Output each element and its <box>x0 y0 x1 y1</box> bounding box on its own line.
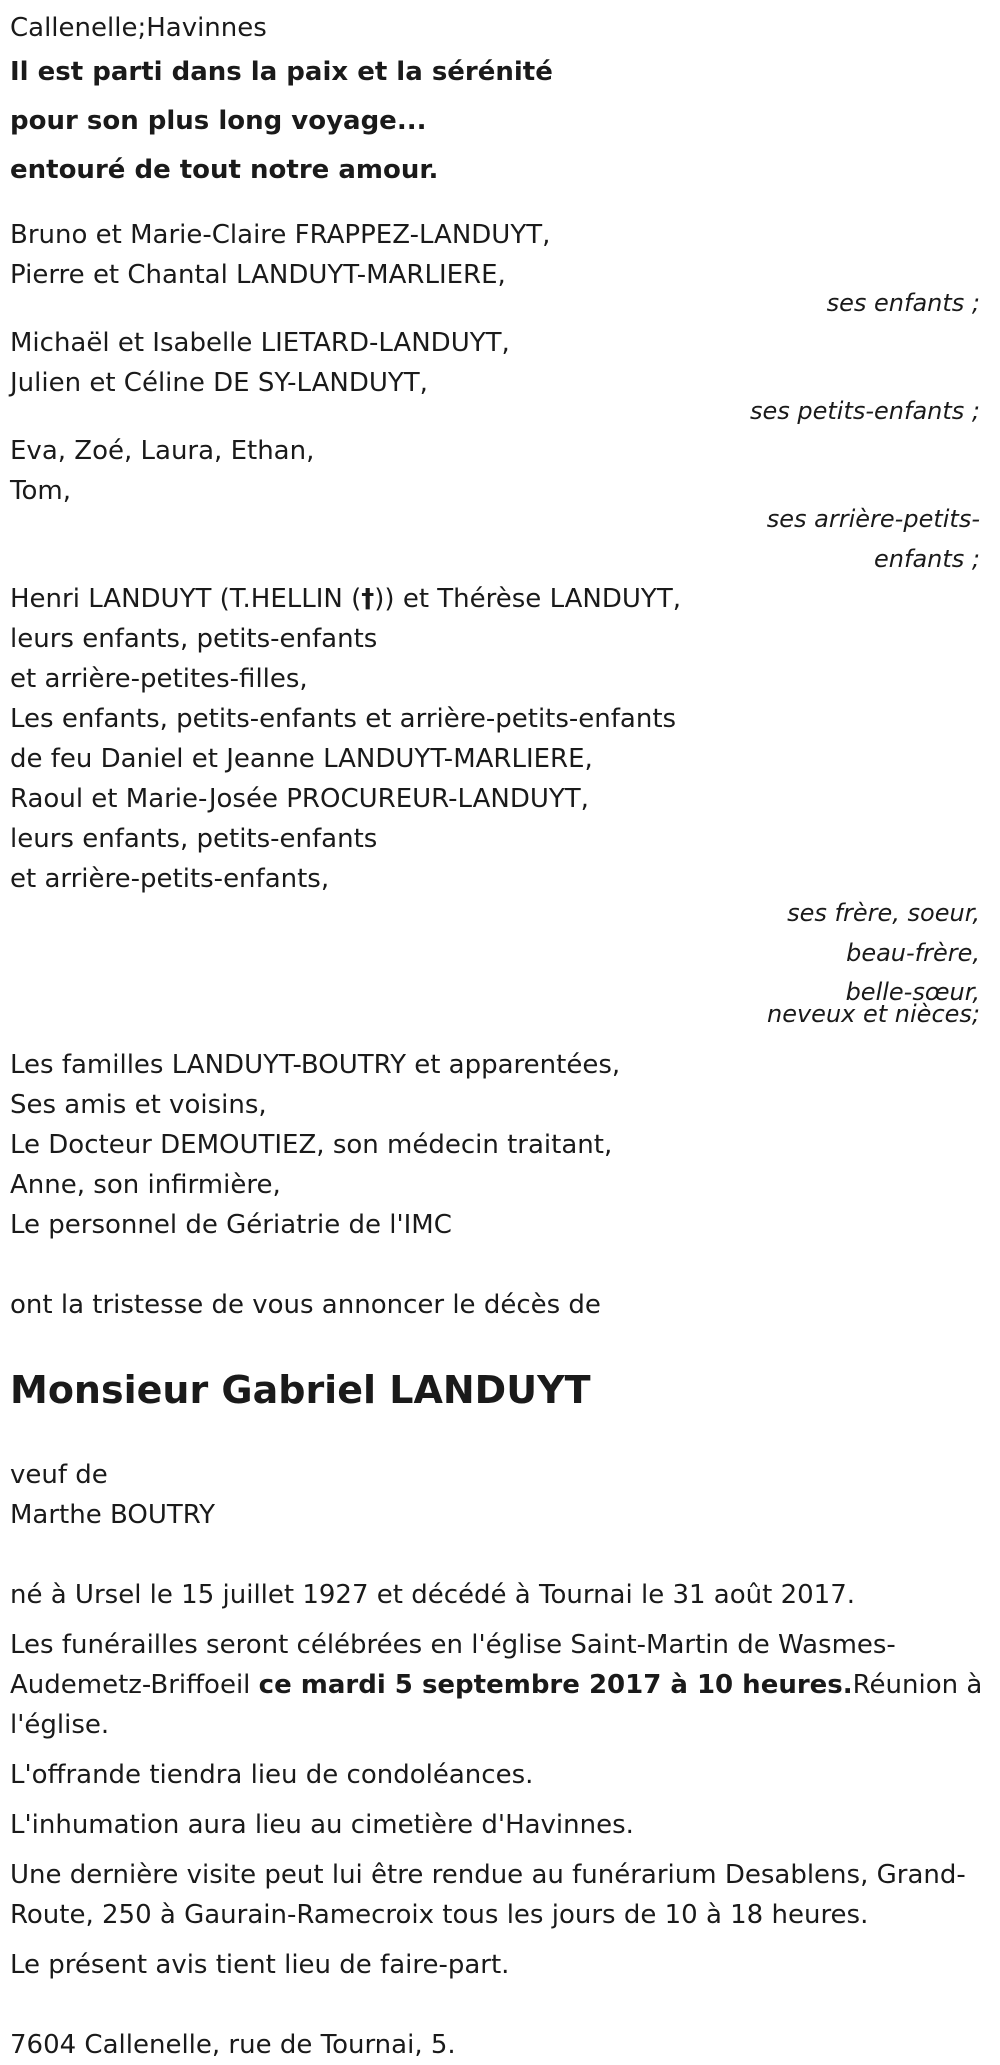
relation-label: ses petits-enfants ; <box>749 397 980 425</box>
family-name-line: Le personnel de Gériatrie de l'IMC <box>10 1210 452 1240</box>
intro-line: Il est parti dans la paix et la sérénité <box>10 57 553 87</box>
family-name-line: de feu Daniel et Jeanne LANDUYT-MARLIERE, <box>10 744 593 774</box>
funeral-text <box>10 1625 1000 1745</box>
family-name-line: leurs enfants, petits-enfants <box>10 824 378 854</box>
announcement-text: ont la tristesse de vous annoncer le décès de <box>10 1290 601 1320</box>
great-grandchildren-block <box>10 431 990 579</box>
widower-line: Marthe BOUTRY <box>10 1500 216 1530</box>
obituary-document <box>10 8 990 2065</box>
location-header: Callenelle;Havinnes <box>10 13 267 43</box>
intro-line: pour son plus long voyage... <box>10 106 427 136</box>
family-name-line: Les enfants, petits-enfants et arrière-petits-enfants <box>10 704 677 734</box>
relation-label: neveux et nièces; <box>767 1000 980 1028</box>
widower-line: veuf de <box>10 1460 108 1490</box>
children-block <box>10 215 990 323</box>
family-name-line: Pierre et Chantal LANDUYT-MARLIERE, <box>10 260 506 290</box>
widower-block <box>10 1455 990 1535</box>
family-name-line: Eva, Zoé, Laura, Ethan, <box>10 436 315 466</box>
burial-text: L'inhumation aura lieu au cimetière d'Havinnes. <box>10 1810 634 1840</box>
family-name-line: et arrière-petites-filles, <box>10 664 308 694</box>
intro-line: entouré de tout notre amour. <box>10 155 439 185</box>
notice-text: Le présent avis tient lieu de faire-part. <box>10 1950 510 1980</box>
family-name-line: Bruno et Marie-Claire FRAPPEZ-LANDUYT, <box>10 220 551 250</box>
intro-block <box>10 48 990 195</box>
relation-label: ses frère, soeur, <box>787 899 980 927</box>
dagger-icon: † <box>361 584 375 614</box>
family-name-line <box>10 579 990 619</box>
funeral-date: ce mardi 5 septembre 2017 à 10 heures. <box>258 1670 853 1700</box>
family-name-line: leurs enfants, petits-enfants <box>10 624 378 654</box>
family-name-line: Ses amis et voisins, <box>10 1090 267 1120</box>
family-name-line: Raoul et Marie-Josée PROCUREUR-LANDUYT, <box>10 784 589 814</box>
condolences-text: L'offrande tiendra lieu de condoléances. <box>10 1760 534 1790</box>
siblings-block <box>10 579 990 1028</box>
relation-label: enfants ; <box>874 545 980 573</box>
family-name-line: et arrière-petits-enfants, <box>10 864 330 894</box>
relation-label: ses arrière-petits- <box>766 505 980 533</box>
family-name-line: Le Docteur DEMOUTIEZ, son médecin traitant, <box>10 1130 613 1160</box>
deceased-name: Monsieur Gabriel LANDUYT <box>10 1368 591 1412</box>
birth-death-text: né à Ursel le 15 juillet 1927 et décédé à Tournai le 31 août 2017. <box>10 1580 856 1610</box>
funeral-suffix: Réunion à l'église. <box>10 1670 983 1740</box>
grandchildren-block <box>10 323 990 431</box>
sibling-suffix: )) et Thérèse LANDUYT, <box>374 584 681 614</box>
family-name-line: Tom, <box>10 476 71 506</box>
others-block <box>10 1045 990 1245</box>
family-name-line: Anne, son infirmière, <box>10 1170 281 1200</box>
relation-label: belle-sœur, <box>845 978 980 1006</box>
family-name-line: Les familles LANDUYT-BOUTRY et apparentées, <box>10 1050 621 1080</box>
funeral-prefix: Les funérailles seront célébrées en l'église Saint-Martin de Wasmes-Audemetz-Briffoeil <box>10 1630 896 1700</box>
family-name-line: Julien et Céline DE SY-LANDUYT, <box>10 368 428 398</box>
family-name-line: Michaël et Isabelle LIETARD-LANDUYT, <box>10 328 510 358</box>
relation-label: ses enfants ; <box>826 289 980 317</box>
sibling-prefix: Henri LANDUYT (T.HELLIN ( <box>10 584 362 614</box>
address-text: 7604 Callenelle, rue de Tournai, 5. <box>10 2030 456 2060</box>
visit-text: Une dernière visite peut lui être rendue au funérarium Desablens, Grand-Route, 250 à Gaurain-Ramecroix tous les jours de 10 à 18 heures. <box>10 1860 966 1930</box>
relation-label: beau-frère, <box>846 939 980 967</box>
